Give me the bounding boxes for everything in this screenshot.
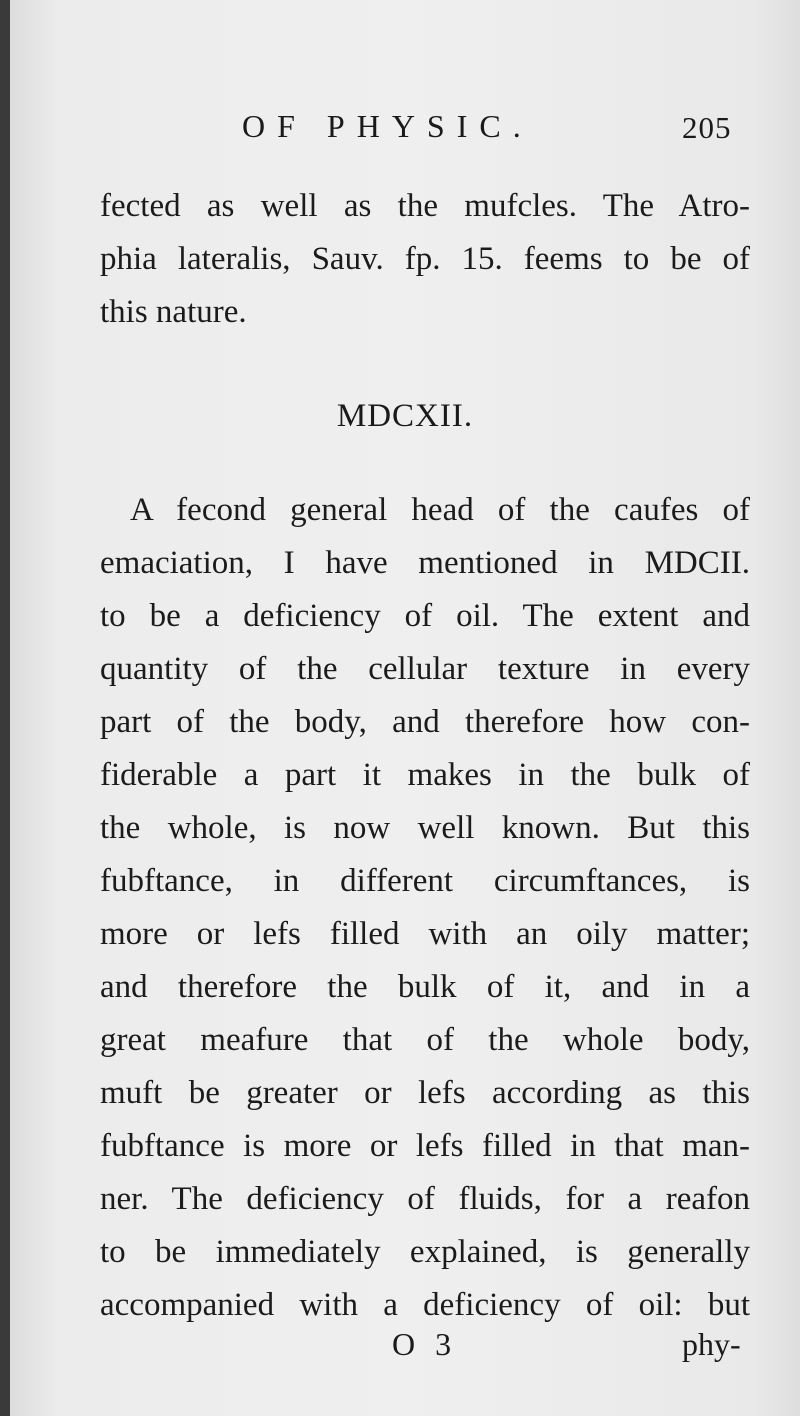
text-line: phia lateralis, Sauv. fp. 15. feems to be of bbox=[100, 241, 750, 277]
top-paragraph bbox=[100, 180, 750, 339]
text-line: fiderable a part it makes in the bulk of bbox=[100, 757, 750, 793]
text-line: fubftance, in different circumftances, is bbox=[100, 863, 750, 899]
text-line: fected as well as the mufcles. The Atro- bbox=[100, 188, 750, 224]
text-line: more or lefs filled with an oily matter; bbox=[100, 916, 750, 952]
text-line: quantity of the cellular texture in every bbox=[100, 651, 750, 687]
signature-mark: O 3 bbox=[392, 1326, 458, 1362]
text-line: this nature. bbox=[100, 294, 247, 330]
text-line: great meafure that of the whole body, bbox=[100, 1022, 750, 1058]
text-line: fubftance is more or lefs filled in that man- bbox=[100, 1128, 750, 1164]
text-line: part of the body, and therefore how con- bbox=[100, 704, 750, 740]
text-line: to be a deficiency of oil. The extent and bbox=[100, 598, 750, 634]
text-line: emaciation, I have mentioned in MDCII. bbox=[100, 545, 750, 581]
text-line: accompanied with a deficiency of oil: but bbox=[100, 1287, 750, 1323]
book-page bbox=[10, 0, 800, 1416]
text-line: ner. The deficiency of fluids, for a reafon bbox=[100, 1181, 750, 1217]
page-number: 205 bbox=[682, 110, 732, 145]
page-header bbox=[10, 108, 800, 158]
section-heading: MDCXII. bbox=[336, 398, 474, 434]
catchword: phy- bbox=[682, 1326, 741, 1362]
running-title: OF PHYSIC. bbox=[242, 108, 533, 144]
text-line: the whole, is now well known. But this bbox=[100, 810, 750, 846]
page-footer bbox=[10, 1326, 800, 1376]
text-line: A fecond general head of the caufes of bbox=[130, 492, 750, 528]
text-line: to be immediately explained, is generally bbox=[100, 1234, 750, 1270]
main-paragraph bbox=[100, 484, 750, 1332]
text-line: and therefore the bulk of it, and in a bbox=[100, 969, 750, 1005]
text-line: muft be greater or lefs according as this bbox=[100, 1075, 750, 1111]
